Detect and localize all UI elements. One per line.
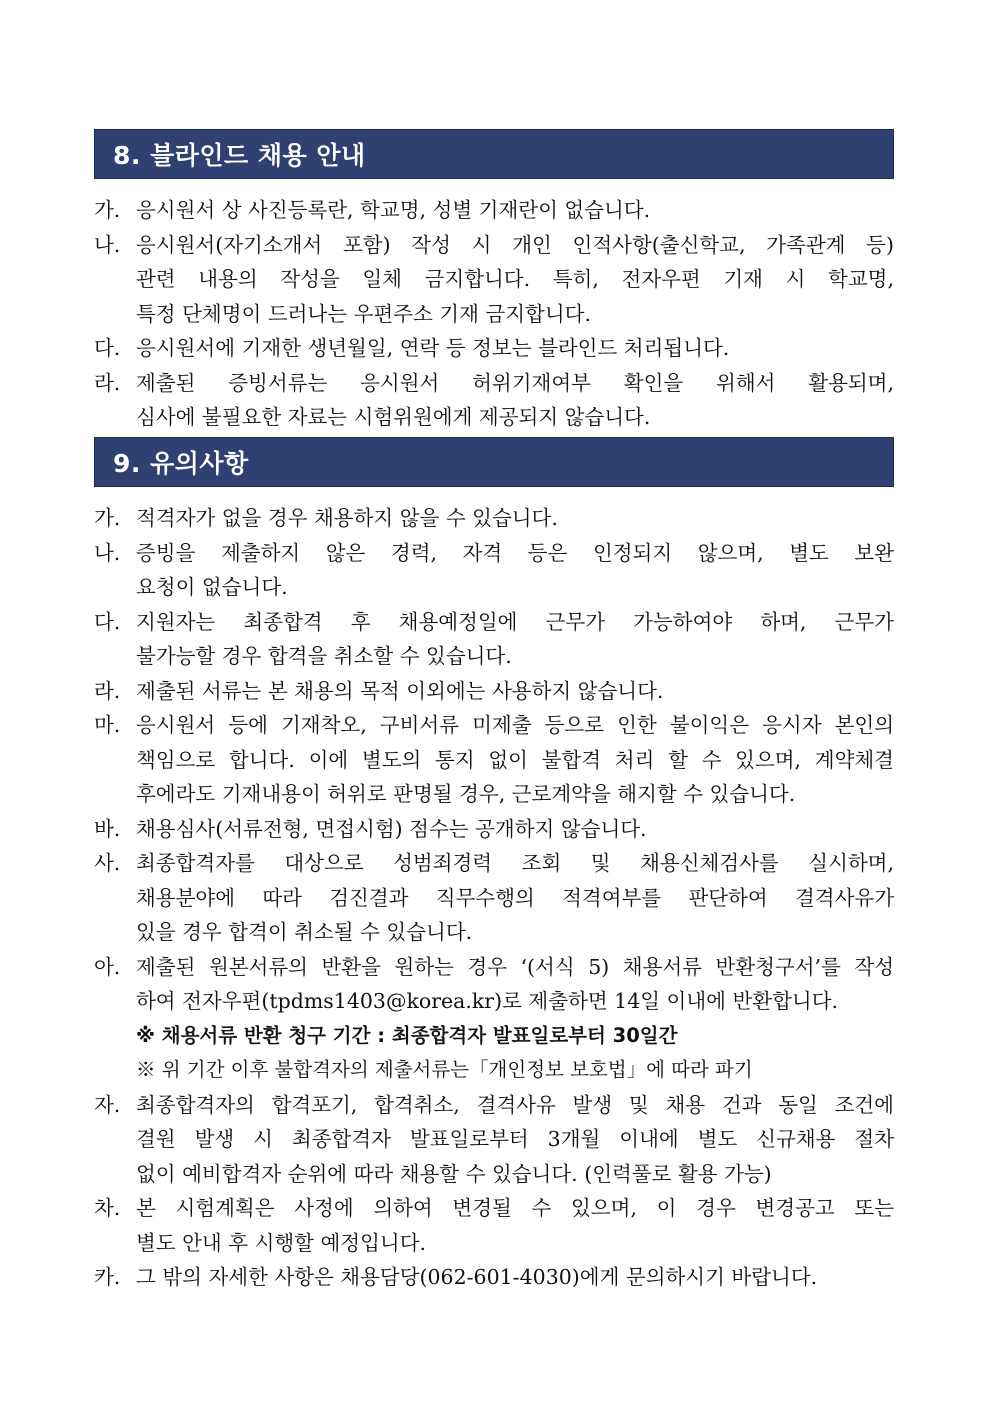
- section-8-list: [94, 193, 894, 435]
- item-marker: 차.: [94, 1196, 121, 1220]
- list-item: [94, 812, 894, 847]
- list-item: [94, 228, 894, 332]
- list-item: [94, 708, 894, 812]
- list-item: [94, 1191, 894, 1260]
- list-item: [94, 366, 894, 435]
- item-text: 본 시험계획은 사정에 의하여 변경될 수 있으며, 이 경우 변경공고 또는: [136, 1196, 894, 1220]
- item-text: 채용분야에 따라 검진결과 직무수행의 적격여부를 판단하여 결격사유가: [136, 885, 894, 910]
- item-text: 그 밖의 자세한 사항은 채용담당(062-601-4030)에게 문의하시기 바랍니다.: [136, 1265, 818, 1289]
- list-item: [94, 950, 894, 1088]
- list-item: [94, 605, 894, 674]
- item-text: 적격자가 없을 경우 채용하지 않을 수 있습니다.: [136, 506, 558, 530]
- item-marker: 사.: [94, 851, 121, 875]
- item-text: 특정 단체명이 드러나는 우편주소 기재 금지합니다.: [136, 301, 591, 326]
- item-marker: 라.: [94, 370, 121, 395]
- item-marker: 다.: [94, 609, 121, 634]
- item-text: 응시원서(자기소개서 포함) 작성 시 개인 인적사항(출신학교, 가족관계 등): [136, 232, 894, 257]
- item-text: 지원자는 최종합격 후 채용예정일에 근무가 가능하여야 하며, 근무가: [136, 609, 894, 634]
- item-marker: 나.: [94, 540, 121, 565]
- item-marker: 가.: [94, 198, 121, 222]
- item-text: 결원 발생 시 최종합격자 발표일로부터 3개월 이내에 별도 신규채용 절차: [136, 1127, 894, 1151]
- item-text: 심사에 불필요한 자료는 시험위원에게 제공되지 않습니다.: [136, 405, 651, 429]
- item-text: 응시원서에 기재한 생년월일, 연락 등 정보는 블라인드 처리됩니다.: [136, 336, 730, 360]
- item-text: 있을 경우 합격이 취소될 수 있습니다.: [136, 920, 473, 944]
- item-marker: 라.: [94, 678, 121, 703]
- item-text: 응시원서 등에 기재착오, 구비서류 미제출 등으로 인한 불이익은 응시자 본인의: [136, 713, 894, 737]
- disposal-note: ※ 위 기간 이후 불합격자의 제출서류는「개인정보 보호법」에 따라 파기: [136, 1058, 753, 1081]
- list-item: [94, 193, 894, 228]
- section-9-title: 9. 유의사항: [113, 449, 249, 478]
- item-text: 채용심사(서류전형, 면접시험) 점수는 공개하지 않습니다.: [136, 816, 647, 841]
- item-text: 제출된 원본서류의 반환을 원하는 경우 ‘(서식 5) 채용서류 반환청구서’를 작성: [136, 954, 894, 979]
- item-marker: 자.: [94, 1092, 121, 1117]
- list-item: [94, 536, 894, 605]
- section-8-title: 8. 블라인드 채용 안내: [113, 141, 366, 170]
- item-text: 불가능할 경우 합격을 취소할 수 있습니다.: [136, 644, 512, 668]
- item-text: 제출된 서류는 본 채용의 목적 이외에는 사용하지 않습니다.: [136, 678, 664, 703]
- item-marker: 바.: [94, 816, 121, 841]
- item-marker: 카.: [94, 1265, 121, 1289]
- list-item: [94, 674, 894, 709]
- item-marker: 가.: [94, 506, 121, 530]
- item-text: 요청이 없습니다.: [136, 575, 288, 599]
- item-marker: 아.: [94, 954, 121, 979]
- list-item: [94, 331, 894, 366]
- item-text: 없이 예비합격자 순위에 따라 채용할 수 있습니다. (인력풀로 활용 가능): [136, 1161, 772, 1186]
- list-item: [94, 846, 894, 950]
- item-text: 책임으로 합니다. 이에 별도의 통지 없이 불합격 처리 할 수 있으며, 계약체결: [136, 747, 894, 772]
- section-9-list: [94, 501, 894, 1295]
- item-marker: 다.: [94, 336, 121, 360]
- item-text: 후에라도 기재내용이 허위로 판명될 경우, 근로계약을 해지할 수 있습니다.: [136, 782, 796, 806]
- item-marker: 나.: [94, 232, 121, 257]
- item-text: 별도 안내 후 시행할 예정입니다.: [136, 1230, 427, 1255]
- item-text: 하여 전자우편(tpdms1403@korea.kr)로 제출하면 14일 이내에 반환합니다.: [136, 989, 839, 1013]
- item-text: 제출된 증빙서류는 응시원서 허위기재여부 확인을 위해서 활용되며,: [136, 370, 894, 395]
- item-text: 관련 내용의 작성을 일체 금지합니다. 특히, 전자우편 기재 시 학교명,: [136, 267, 894, 291]
- return-period-note: ※ 채용서류 반환 청구 기간 : 최종합격자 발표일로부터 30일간: [136, 1023, 678, 1047]
- section-9-header: [94, 437, 894, 487]
- item-text: 응시원서 상 사진등록란, 학교명, 성별 기재란이 없습니다.: [136, 198, 651, 222]
- list-item: [94, 501, 894, 536]
- item-text: 최종합격자의 합격포기, 합격취소, 결격사유 발생 및 채용 건과 동일 조건에: [136, 1092, 894, 1117]
- item-text: 최종합격자를 대상으로 성범죄경력 조회 및 채용신체검사를 실시하며,: [136, 851, 894, 875]
- list-item: [94, 1260, 894, 1295]
- section-8-header: [94, 129, 894, 179]
- item-text: 증빙을 제출하지 않은 경력, 자격 등은 인정되지 않으며, 별도 보완: [136, 540, 894, 565]
- item-marker: 마.: [94, 713, 121, 737]
- list-item: [94, 1088, 894, 1192]
